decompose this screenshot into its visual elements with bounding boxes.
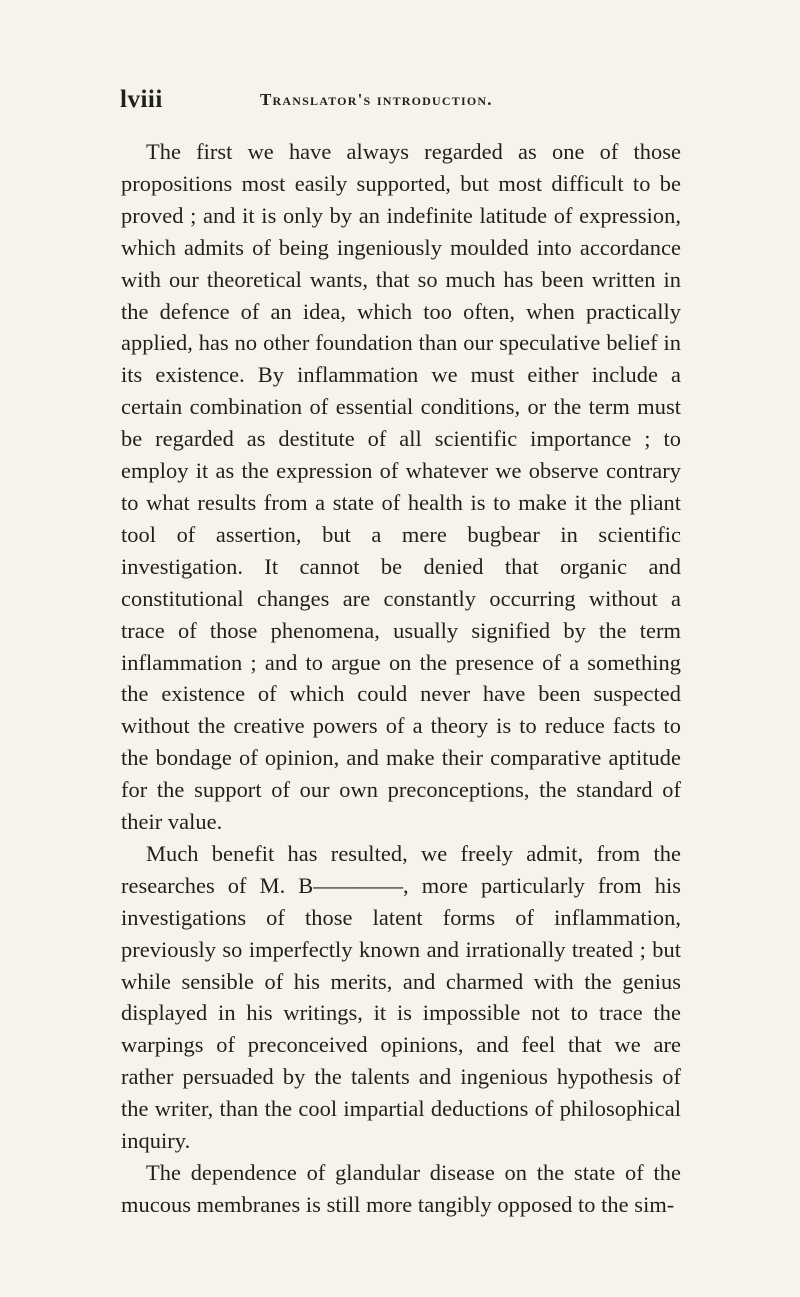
page-header xyxy=(120,86,680,116)
paragraph-3: The dependence of glandular disease on the state of the mucous membranes is still more tangibly opposed to the sim- xyxy=(121,1160,681,1217)
running-head: translator's introduction. xyxy=(260,90,493,109)
body-text xyxy=(121,136,681,1221)
paragraph-2: Much benefit has resulted, we freely admit, from the researches of M. B————, more particularly from his investigations of those latent forms of inflammation, previously so imperfectly known and irrationally treated ; but while sensible of his merits, and charmed with the genius displayed in his writings, it is impossible not to trace the warpings of preconceived opinions, and feel that we are rather persuaded by the talents and ingenious hypothesis of the writer, than the cool impartial deductions of philosophical inquiry. xyxy=(121,840,681,1154)
paragraph-1: The first we have always regarded as one of those propositions most easily supported, but most difficult to be proved ; and it is only by an indefinite latitude of expression, which admits of being ingeniously moulded into accordance with our theoretical wants, that so much has been written in the defence of an idea, which too often, when practically applied, has no other foundation than our speculative belief in its existence. By inflammation we must either include a certain combination of essential conditions, or the term must be regarded as destitute of all scientific importance ; to employ it as the expression of whatever we observe contrary to what results from a state of health is to make it the pliant tool of assertion, but a mere bugbear in scientific investigation. It cannot be denied that organic and constitutional changes are constantly occurring without a trace of those phenomena, usually signified by the term inflammation ; and to argue on the presence of a something the existence of which could never have been suspected without the creative powers of a theory is to reduce facts to the bondage of opinion, and make their comparative aptitude for the support of our own preconceptions, the standard of their value. xyxy=(121,139,681,835)
page-number: lviii xyxy=(120,86,163,113)
